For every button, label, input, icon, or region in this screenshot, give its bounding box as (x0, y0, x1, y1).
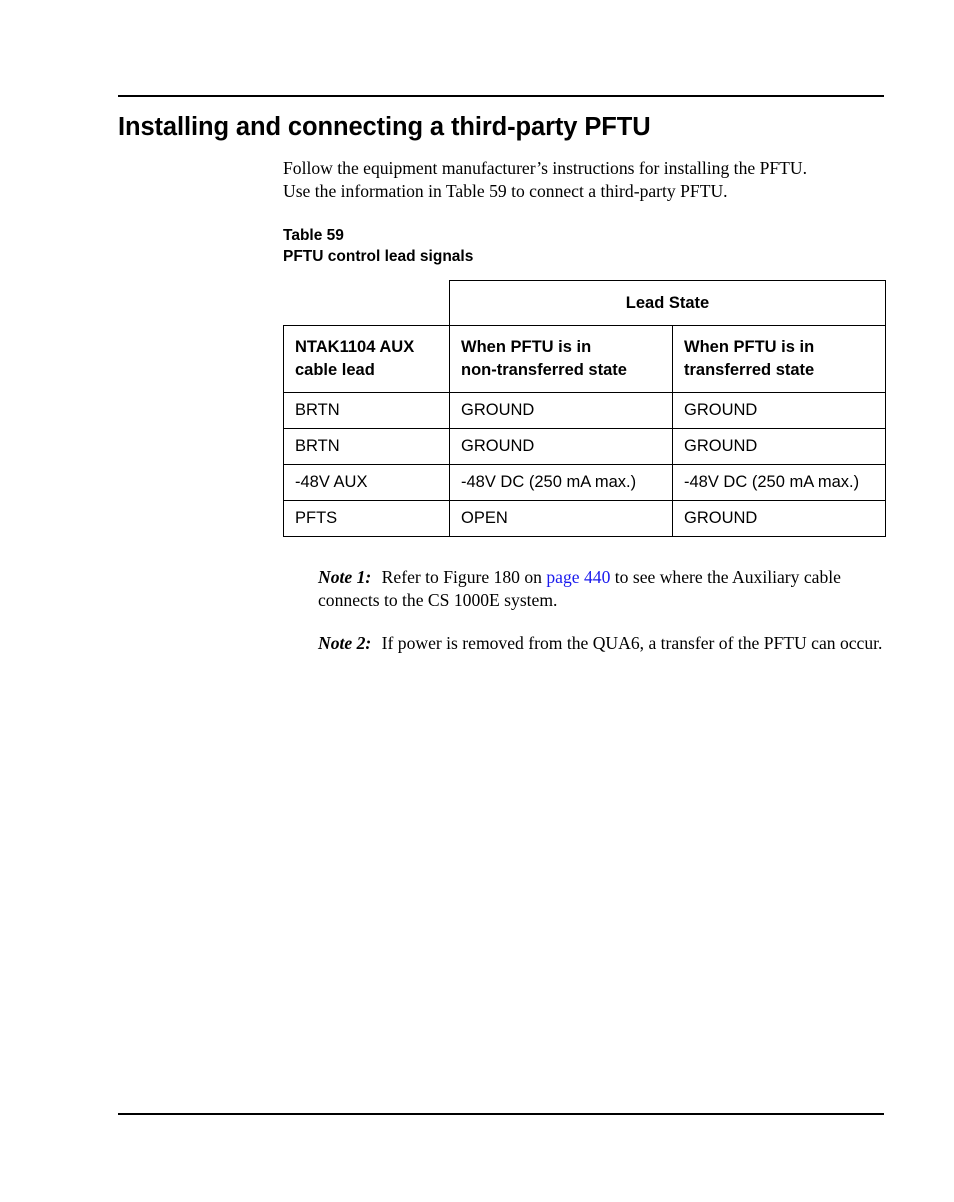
note-2: Note 2: If power is removed from the QUA6, a transfer of the PFTU can occur. (318, 633, 883, 653)
header-rule (118, 95, 884, 97)
note-label: Note 2: (318, 633, 372, 653)
table-cell: GROUND (673, 429, 886, 465)
table-cell: OPEN (450, 501, 673, 537)
table-cell: GROUND (450, 393, 673, 429)
note-label: Note 1: (318, 567, 372, 587)
table-cell: -48V AUX (284, 465, 450, 501)
table-cell: GROUND (673, 393, 886, 429)
table-caption (283, 225, 473, 267)
table-cell: -48V DC (250 mA max.) (450, 465, 673, 501)
table-cell: GROUND (673, 501, 886, 537)
table-number: Table 59 (283, 227, 344, 244)
table-row (284, 501, 886, 537)
table-cell: PFTS (284, 501, 450, 537)
table-header-row (284, 326, 886, 393)
table-title: PFTU control lead signals (283, 248, 474, 265)
table-blank-cell (284, 281, 450, 326)
section-title: Installing and connecting a third-party PFTU (118, 113, 651, 141)
notes-section (318, 566, 884, 675)
column-header-non-transferred: When PFTU is in non-transferred state (450, 326, 673, 393)
column-header-transferred: When PFTU is in transferred state (673, 326, 886, 393)
note-1: Note 1: Refer to Figure 180 on page 440 to see where the Auxiliary cable connects to the CS 1000E system. (318, 567, 841, 610)
table-row (284, 465, 886, 501)
footer-rule (118, 1113, 884, 1115)
page-440-link[interactable]: page 440 (546, 567, 611, 587)
intro-line: Use the information in Table 59 to connect a third-party PFTU. (283, 181, 728, 201)
lead-state-header: Lead State (450, 281, 886, 326)
intro-line: Follow the equipment manufacturer’s instructions for installing the PFTU. (283, 158, 807, 178)
table-cell: BRTN (284, 429, 450, 465)
table-cell: BRTN (284, 393, 450, 429)
intro-paragraph (283, 157, 883, 203)
column-header-cable-lead: NTAK1104 AUX cable lead (284, 326, 450, 393)
table-cell: GROUND (450, 429, 673, 465)
pftu-signals-table (283, 280, 886, 537)
table-cell: -48V DC (250 mA max.) (673, 465, 886, 501)
table-row (284, 429, 886, 465)
table-row (284, 393, 886, 429)
table-group-header-row (284, 281, 886, 326)
